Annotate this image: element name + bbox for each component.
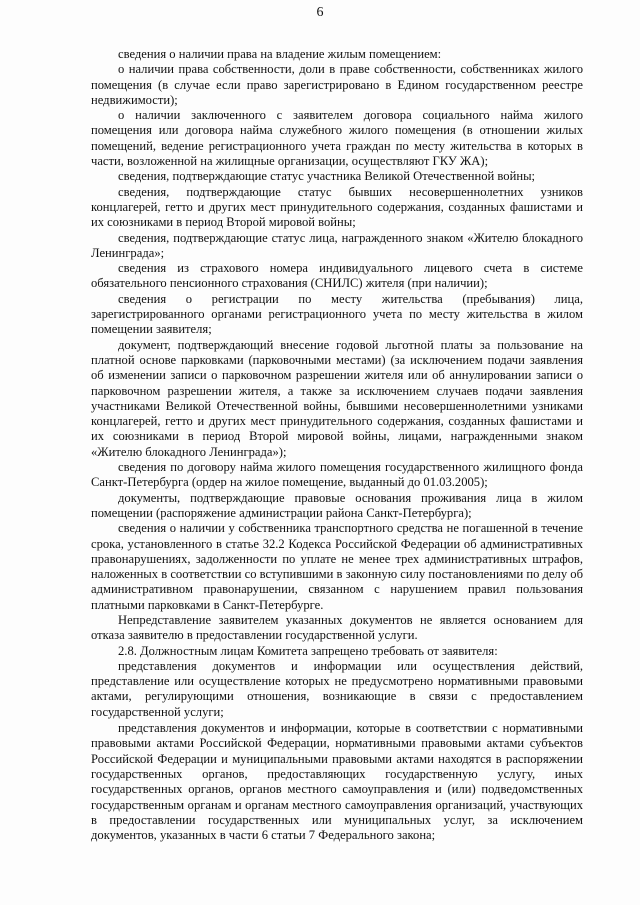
paragraph: сведения о наличии у собственника транспортного средства не погашенной в течение срока, установленного в статье 32.2 Кодекса Российской Федерации об административных правонарушениях, задолженности по уплате не менее трех административных штрафов, наложенных в соответствии со вступившими в законную силу постановлениями по делу об административном правонарушении, связанном с нарушением правил пользования платными парковками в Санкт-Петербурге. [91,521,583,612]
paragraph: о наличии права собственности, доли в праве собственности, собственниках жилого помещения (в случае если право зарегистрировано в Едином государственном реестре недвижимости); [91,62,583,107]
paragraph: сведения по договору найма жилого помещения государственного жилищного фонда Санкт-Петербурга (ордер на жилое помещение, выданный до 01.03.2005); [91,460,583,490]
paragraph: документы, подтверждающие правовые основания проживания лица в жилом помещении (распоряжение администрации района Санкт-Петербурга); [91,490,583,520]
section-heading: 2.8. Должностным лицам Комитета запрещено требовать от заявителя: [118,643,498,658]
document-body [91,47,583,843]
paragraph: Непредставление заявителем указанных документов не является основанием для отказа заявителю в предоставлении государственной услуги. [91,612,583,643]
paragraph: сведения, подтверждающие статус бывших несовершеннолетних узников концлагерей, гетто и других мест принудительного содержания, созданных фашистами и их союзниками в период Второй мировой войны; [91,184,583,230]
paragraph: сведения из страхового номера индивидуального лицевого счета в системе обязательного пенсионного страхования (СНИЛС) жителя (при наличии); [91,261,583,291]
paragraph: представления документов и информации, которые в соответствии с нормативными правовыми актами Российской Федерации, нормативными правовыми актами субъектов Российской Федерации и муниципальными правовыми актами находятся в распоряжении государственных органов, предоставляющих государственную услугу, иных государственных органов, органов местного самоуправления и (или) подведомственных государственным органам и органам местного самоуправления организаций, участвующих в предоставлении государственных или муниципальных услуг, за исключением документов, указанных в части 6 статьи 7 Федерального закона; [91,721,583,843]
paragraph: сведения, подтверждающие статус лица, награжденного знаком «Жителю блокадного Ленинграда»; [91,230,583,260]
paragraph: сведения, подтверждающие статус участника Великой Отечественной войны; [118,169,536,184]
paragraph: документ, подтверждающий внесение годовой льготной платы за пользование на платной основе парковками (парковочными местами) (за исключением подачи заявления об изменении записи о парковочном разрешении жителя или об аннулировании записи о парковочном разрешении жителя, а также за исключением случаев подачи заявления участниками Великой Отечественной войны, бывшими несовершеннолетними узниками концлагерей, гетто и других мест принудительного содержания, созданных фашистами и их союзниками в период Второй мировой войны, лицами, награжденными знаком «Жителю блокадного Ленинграда»); [91,337,583,459]
paragraph: представления документов и информации или осуществления действий, представление или осуществление которых не предусмотрено нормативными правовыми актами, регулирующими отношения, возникающие в связи с предоставлением государственной услуги; [91,658,583,719]
paragraph: сведения о наличии права на владение жилым помещением: [118,47,442,61]
paragraph: сведения о регистрации по месту жительства (пребывания) лица, зарегистрированного органами регистрационного учета по месту жительства в жилом помещении заявителя; [91,291,583,337]
paragraph: о наличии заключенного с заявителем договора социального найма жилого помещения или договора найма служебного жилого помещения (в отношении жилых помещений, ведение регистрационного учета граждан по месту жительства в которых в части, возложенной на жилищные организации, осуществляют ГКУ ЖА); [91,108,583,169]
page-number: 6 [316,5,324,20]
